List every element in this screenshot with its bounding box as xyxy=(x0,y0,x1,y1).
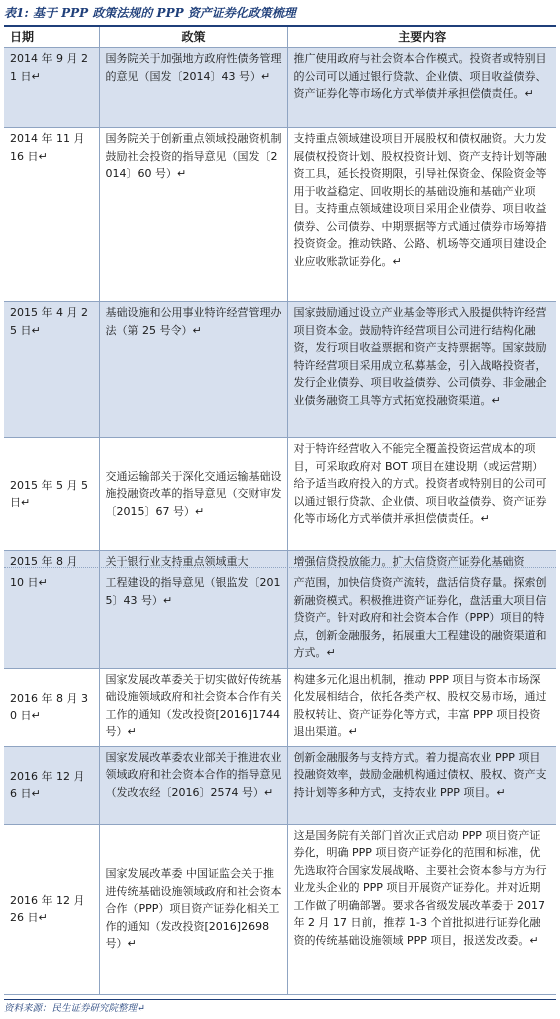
row-policy: 基础设施和公用事业特许经营管理办法（第 25 号令）↵ xyxy=(99,302,287,438)
table-row xyxy=(4,48,556,128)
row-content: 增强信贷投放能力。扩大信贷资产证券化基础资 xyxy=(287,551,556,574)
row-content: 对于特许经营收入不能完全覆盖投资运营成本的项目，可采取政府对 BOT 项目在建设期（或运营期）给予适当政府投入的方式。投资者或特别目的公司可以通过银行贷款、企业债、项目收益债券、资产证券化等市场化方式举债并承担偿债责任。↵ xyxy=(287,438,556,551)
row-date: 2014 年 11 月 16 日↵ xyxy=(4,128,99,302)
row-policy: 关于银行业支持重点领域重大 xyxy=(99,551,287,574)
table-row xyxy=(4,438,556,551)
table-row xyxy=(4,668,556,746)
policy-table-lower xyxy=(4,572,556,995)
row-policy: 交通运输部关于深化交通运输基础设施投融资改革的指导意见（交财审发〔2015〕67 号）↵ xyxy=(99,438,287,551)
header-policy: 政策 xyxy=(99,27,287,48)
table-row xyxy=(4,746,556,824)
row-date: 2016 年 12 月 6 日↵ xyxy=(4,746,99,824)
row-content: 这是国务院有关部门首次正式启动 PPP 项目资产证券化，明确 PPP 项目资产证券化的范围和标准，优先选取符合国家发展战略、主要社会资本参与方为行业龙头企业的 PPP 项目开展资产证券化。并对近期工作做了明确部署。要求各省级发展改革委于 2017 年 2 月 17 日前，推荐 1-3 个首批拟进行证券化融资的传统基础设施领域 PPP 项目，报送发改委。↵ xyxy=(287,824,556,994)
table-header-row xyxy=(4,27,556,48)
table-row xyxy=(4,302,556,438)
page-break-divider xyxy=(4,562,556,568)
row-date: 2015 年 5 月 5 日↵ xyxy=(4,438,99,551)
table-row xyxy=(4,824,556,994)
row-policy: 工程建设的指导意见（银监发〔2015〕43 号）↵ xyxy=(99,572,287,668)
row-content: 创新金融服务与支持方式。着力提高农业 PPP 项目投融资效率，鼓励金融机构通过债权、股权、资产支持计划等多种方式，支持农业 PPP 项目。↵ xyxy=(287,746,556,824)
row-date: 2014 年 9 月 21 日↵ xyxy=(4,48,99,128)
row-policy: 国务院关于创新重点领域投融资机制鼓励社会投资的指导意见（国发〔2014〕60 号）↵ xyxy=(99,128,287,302)
table-row xyxy=(4,572,556,668)
row-policy: 国家发展改革委农业部关于推进农业领域政府和社会资本合作的指导意见（发改农经〔2016〕2574 号）↵ xyxy=(99,746,287,824)
row-date: 2015 年 8 月 xyxy=(4,551,99,574)
source-note: 资料来源：民生证券研究院整理↵ xyxy=(4,1003,145,1014)
row-content: 产范围，加快信贷资产流转，盘活信贷存量。探索创新融资模式。积极推进资产证券化，盘活重大项目信贷资产。针对政府和社会资本合作（PPP）项目的特点，创新金融服务，拓展重大工程建设的融资渠道和方式。↵ xyxy=(287,572,556,668)
row-content: 国家鼓励通过设立产业基金等形式入股提供特许经营项目资本金。鼓励特许经营项目公司进行结构化融资，发行项目收益票据和资产支持票据等。国家鼓励特许经营项目采用成立私募基金，引入战略投资者，发行企业债券、项目收益债券、公司债券、非金融企业债务融资工具等方式拓宽投融资渠道。↵ xyxy=(287,302,556,438)
policy-table-upper xyxy=(4,27,556,574)
table-title: 表1: 基于 PPP 政策法规的 PPP 资产证券化政策梳理 xyxy=(4,6,296,20)
header-date: 日期 xyxy=(4,27,99,48)
row-content: 支持重点领域建设项目开展股权和债权融资。大力发展债权投资计划、股权投资计划、资产支持计划等融资工具，延长投资期限，引导社保资金、保险资金等用于收益稳定、回收期长的基础设施和基础产业项目。支持重点领域建设项目采用企业债券、项目收益债券、公司债券、中期票据等方式通过债券市场筹措投资资金。推动铁路、公路、机场等交通项目建设企业应收账款证券化。↵ xyxy=(287,128,556,302)
row-date: 10 日↵ xyxy=(4,572,99,668)
row-date: 2016 年 8 月 30 日↵ xyxy=(4,668,99,746)
row-content: 构建多元化退出机制，推动 PPP 项目与资本市场深化发展相结合，依托各类产权、股权交易市场，通过股权转让、资产证券化等方式，丰富 PPP 项目投资退出渠道。↵ xyxy=(287,668,556,746)
header-content: 主要内容 xyxy=(287,27,556,48)
source-divider xyxy=(4,999,556,1000)
row-date: 2015 年 4 月 25 日↵ xyxy=(4,302,99,438)
row-policy: 国家发展改革委关于切实做好传统基础设施领域政府和社会资本合作有关工作的通知（发改投资[2016]1744 号）↵ xyxy=(99,668,287,746)
row-content: 推广使用政府与社会资本合作模式。投资者或特别目的公司可以通过银行贷款、企业债、项目收益债券、资产证券化等市场化方式举债并承担偿债责任。↵ xyxy=(287,48,556,128)
row-policy: 国家发展改革委 中国证监会关于推进传统基础设施领域政府和社会资本合作（PPP）项目资产证券化相关工作的通知（发改投资[2016]2698 号）↵ xyxy=(99,824,287,994)
table-row xyxy=(4,128,556,302)
row-policy: 国务院关于加强地方政府性债务管理的意见（国发〔2014〕43 号）↵ xyxy=(99,48,287,128)
row-date: 2016 年 12 月 26 日↵ xyxy=(4,824,99,994)
